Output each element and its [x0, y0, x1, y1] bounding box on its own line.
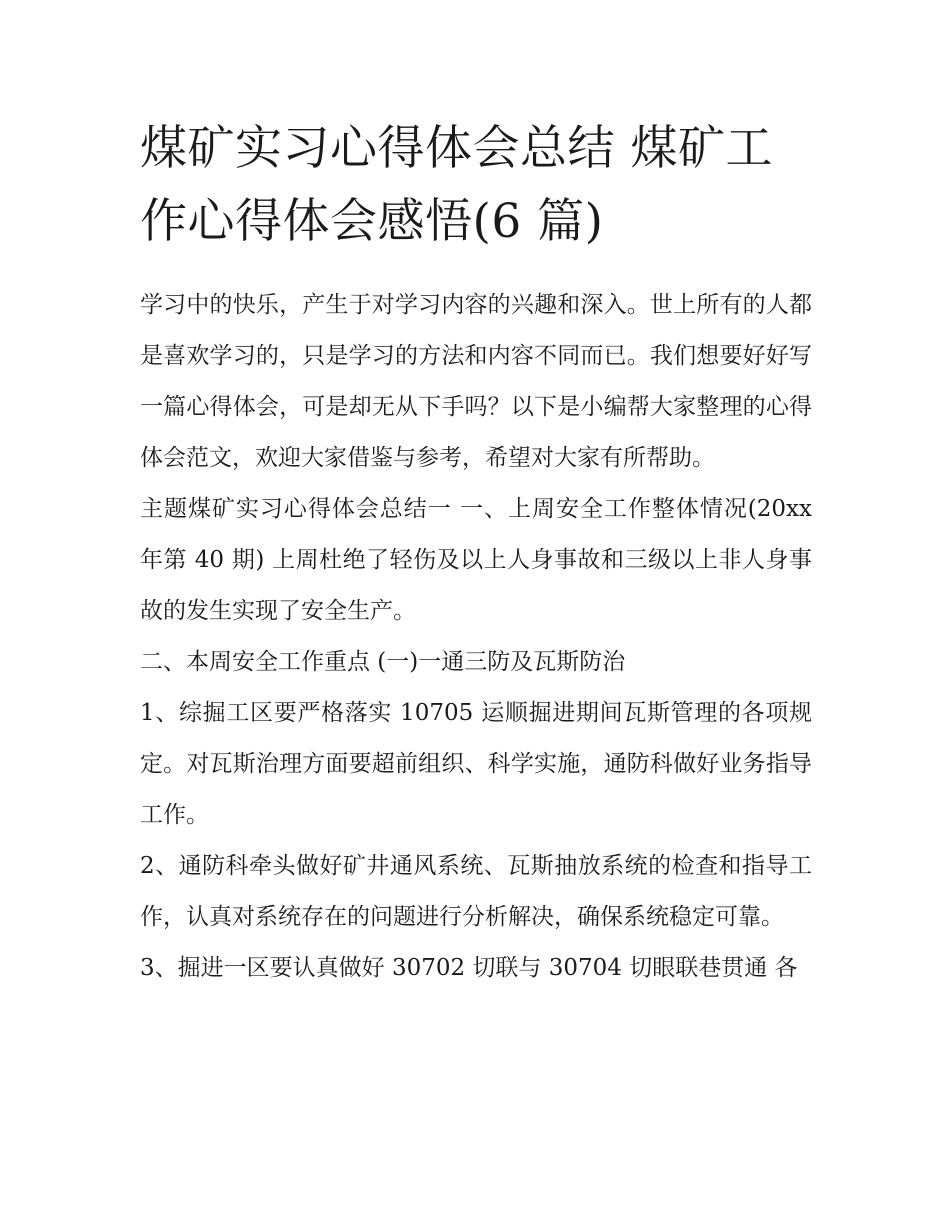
item-two-paragraph: 2、通防科牵头做好矿井通风系统、瓦斯抽放系统的检查和指导工作，认真对系统存在的问题进行分析解决，确保系统稳定可靠。: [140, 853, 812, 930]
document-title: [140, 112, 812, 258]
document-title-text: 煤矿实习心得体会总结 煤矿工作心得体会感悟(6 篇): [140, 121, 773, 249]
section-two-heading: 二、本周安全工作重点 (一)一通三防及瓦斯防治: [140, 649, 626, 675]
item-three-paragraph: 3、掘进一区要认真做好 30702 切联与 30704 切眼联巷贯通 各: [140, 955, 798, 981]
intro-paragraph: 学习中的快乐，产生于对学习内容的兴趣和深入。世上所有的人都是喜欢学习的，只是学习的方法和内容不同而已。我们想要好好写一篇心得体会，可是却无从下手吗？以下是小编帮大家整理的心得体会范文，欢迎大家借鉴与参考，希望对大家有所帮助。: [140, 292, 812, 471]
item-one-paragraph: 1、综掘工区要严格落实 10705 运顺掘进期间瓦斯管理的各项规定。对瓦斯治理方面要超前组织、科学实施，通防科做好业务指导工作。: [140, 700, 812, 828]
section-one-paragraph: 主题煤矿实习心得体会总结一 一、上周安全工作整体情况(20xx 年第 40 期) 上周杜绝了轻伤及以上人身事故和三级以上非人身事故的发生实现了安全生产。: [140, 496, 812, 624]
document-page: [140, 112, 812, 994]
